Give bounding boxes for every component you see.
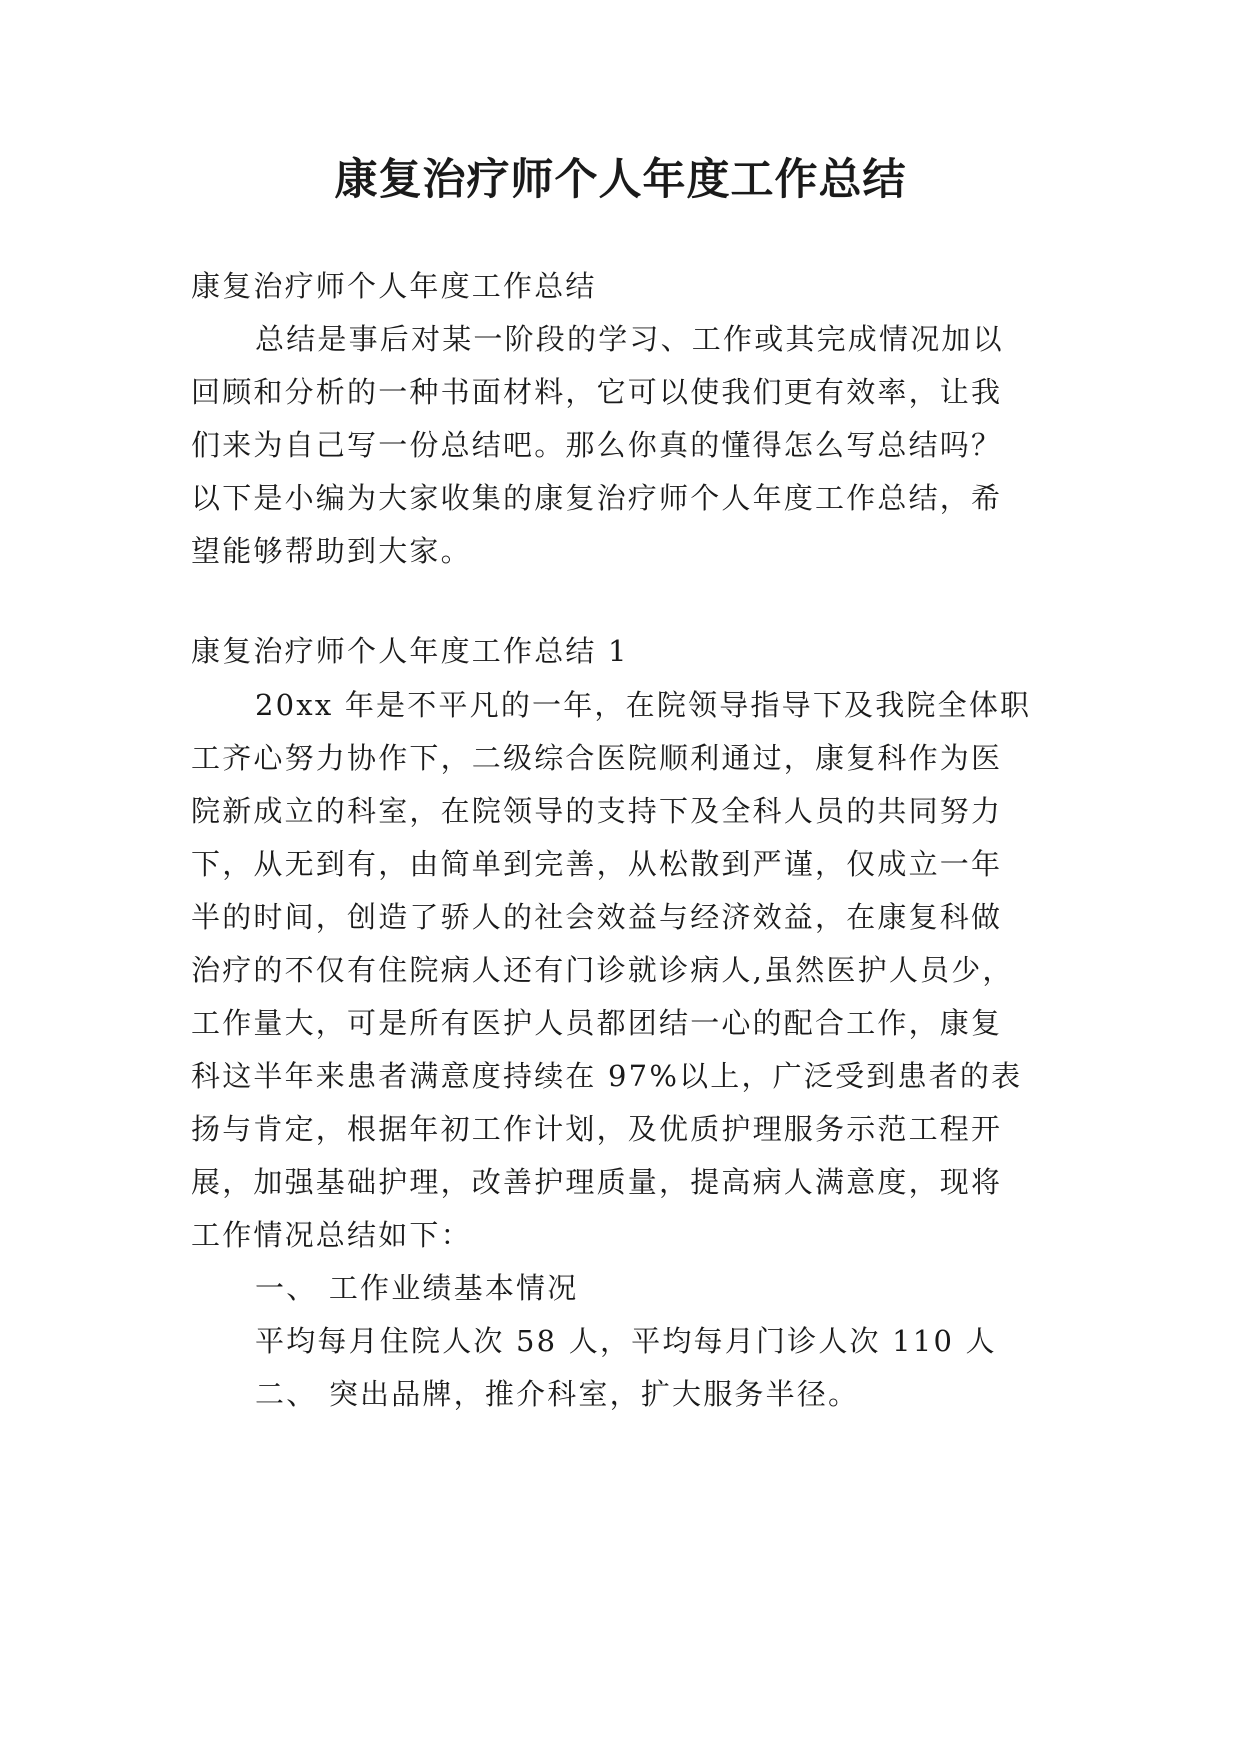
intro-line: 总结是事后对某一阶段的学习、工作或其完成情况加以 — [255, 322, 1004, 356]
item-heading: 一、 工作业绩基本情况 — [255, 1271, 579, 1305]
body-line: 扬与肯定，根据年初工作计划，及优质护理服务示范工程开 — [191, 1112, 1003, 1146]
body-line: 工作量大，可是所有医护人员都团结一心的配合工作，康复 — [191, 1006, 1003, 1040]
intro-line: 们来为自己写一份总结吧。那么你真的懂得怎么写总结吗？ — [191, 428, 1003, 462]
section-heading: 康复治疗师个人年度工作总结 1 — [191, 634, 629, 668]
body-line: 院新成立的科室，在院领导的支持下及全科人员的共同努力 — [191, 794, 1003, 828]
body-line: 科这半年来患者满意度持续在 97%以上，广泛受到患者的表 — [191, 1059, 1023, 1093]
item-text: 平均每月住院人次 58 人，平均每月门诊人次 110 人 — [255, 1324, 997, 1358]
body-line: 半的时间，创造了骄人的社会效益与经济效益，在康复科做 — [191, 900, 1003, 934]
body-line: 下，从无到有，由简单到完善，从松散到严谨，仅成立一年 — [191, 847, 1003, 881]
intro-line: 回顾和分析的一种书面材料，它可以使我们更有效率，让我 — [191, 375, 1003, 409]
intro-line: 以下是小编为大家收集的康复治疗师个人年度工作总结，希 — [191, 481, 1003, 515]
body-line: 工作情况总结如下： — [191, 1218, 472, 1252]
document-subtitle: 康复治疗师个人年度工作总结 — [191, 269, 597, 303]
document-title: 康复治疗师个人年度工作总结 — [334, 155, 907, 205]
item-heading: 二、 突出品牌，推介科室，扩大服务半径。 — [255, 1377, 860, 1411]
body-line: 20xx 年是不平凡的一年，在院领导指导下及我院全体职 — [255, 688, 1032, 722]
intro-line: 望能够帮助到大家。 — [191, 534, 472, 568]
body-line: 展，加强基础护理，改善护理质量，提高病人满意度，现将 — [191, 1165, 1003, 1199]
body-line: 工齐心努力协作下，二级综合医院顺利通过，康复科作为医 — [191, 741, 1003, 775]
body-line: 治疗的不仅有住院病人还有门诊就诊病人,虽然医护人员少， — [191, 953, 1014, 987]
